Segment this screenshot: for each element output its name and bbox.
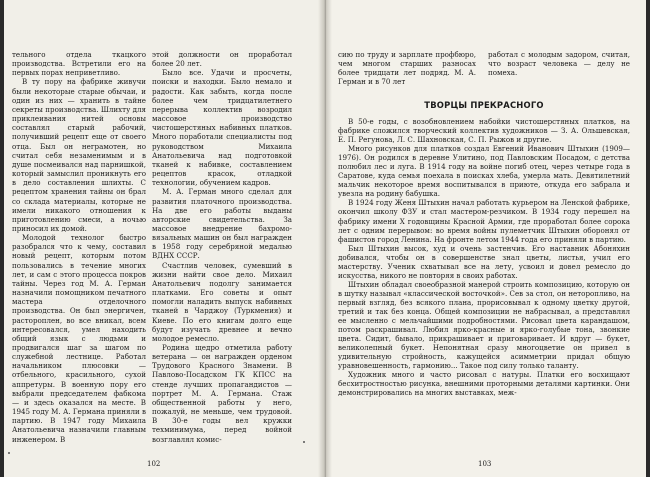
paragraph: тельного отдела ткацкого производства. Встретили его на первых порах неприветливо. <box>12 50 146 78</box>
paragraph: Был Штыхин высок, худ и очень застенчив. Его наставник Абоняхин добивался, чтобы он в совершенстве знал цветы, листья, учил его мастерству. Ученик схватывал все на лету, усвоил и довел ремесло до искусства, никого не повторяя в своих работах. <box>338 243 630 280</box>
paragraph: В 50-е годы, с возобновлением набойки чистошерстяных платков, на фабрике сложился творческий коллектив художников — З. А. Ольшевская, Е. П. Регунова, Л. С. Шахновская, С. П. Рыжов и другие. <box>338 117 630 145</box>
paragraph: Много рисунков для платков создал Евгений Иванович Штыхин (1909—1976). Он родился в деревне Улитино, под Павловским Посадом, с детства полюбил лес и луга. В 1914 году на войне погиб отец, через четыре года в Саратове, куда семья поехала в поисках хлеба, умерла мать. Девятилетний мальчик некоторое время воспитывался в приюте, откуда его забрала и увезла на родину бабушка. <box>338 144 630 199</box>
scan-edge-right <box>646 0 650 477</box>
paragraph: Родина щедро отметила работу ветерана — он награжден орденом Трудового Красного Знамени. В Павлово-Посадском ГК КПСС на стенде лучших пропагандистов — портрет М. А. Германа. Стаж общественной работы у него, пожалуй, не меньше, чем трудовой. В 30-е годы вел кружки техминимума, перед войной возглавлял комис- <box>152 343 292 444</box>
left-page-column-2 <box>152 50 292 456</box>
paragraph: сию по труду и зарплате профбюро, чем многом старших разносах более тридцати лет подряд. М. А. Герман и в 70 лет <box>338 50 476 87</box>
paragraph: этой должности он проработал более 20 лет. <box>152 50 292 69</box>
paragraph: М. А. Герман много сделал для развития платочного производства. На две его работы выданы авторские свидетельства. За массовое внедрение бахромо-вязальных машин он был награжден в 1958 году серебряной медалью ВДНХ СССР. <box>152 187 292 261</box>
book-gutter <box>318 0 332 477</box>
right-page-top-column-1 <box>338 50 476 96</box>
chapter-heading: ТВОРЦЫ ПРЕКРАСНОГО <box>424 100 544 110</box>
scan-edge-left <box>0 0 4 477</box>
paragraph: работал с молодым задором, считая, что возраст человека — делу не помеха. <box>488 50 630 78</box>
paragraph: В ту пору на фабрике живучи были некоторые старые обычаи, и один из них — хранить в тайне секреты производства. Шлихту для приклеивания нитей основы составлял старый рабочий, получивший рецепт еще от своего отца. Был он неграмотен, но считал себя незаменимым и в душе посмеивался над парнишкой, который замыслил проникнуть его в дело составления шлихты. С рецептом хранения тайны он брал со склада материалы, которые не имели никакого отношения к приготовлению смеси, а ночью приносил их домой. <box>12 77 146 233</box>
paragraph: Было все. Удачи и просчеты, поиски и находки. Было немало и радости. Как забыть, когда после более чем тридцатилетнего перерыва коллектив возродил массовое производство чистошерстяных набивных платков. Много поработали специалисты под руководством Михаила Анатольевича над подготовкой тканей к набивке, составлением рецептов красок, отладкой технологии, обучением кадров. <box>152 68 292 188</box>
right-page-top-column-2 <box>488 50 630 96</box>
left-page-column-1 <box>12 50 146 456</box>
right-page-body <box>338 117 630 469</box>
page-number-left: 102 <box>147 460 161 468</box>
paragraph: Художник много и часто рисовал с натуры. Платки его восхищают бесхитростностью рисунка, внешними проторными деталями картинки. Они демонстрировались на многих выставках, меж- <box>338 370 630 398</box>
page-number-right: 103 <box>478 460 492 468</box>
paragraph: Штыхин обладал своеобразной манерой строить композицию, которую он в шутку называл «классической восточкой». Сев за стол, он неторопливо, на первый взгляд, без всякого плана, прорисовывал к одному цветку другой, третий и так без конца. Общей композиции не набрасывал, а представлял ее мысленно с мельчайшими подробностями. Рисовал цвета карандашом, потом раскрашивал. Любил ярко-красные и ярко-голубые тона, звонкие цвета. Сидит, бывало, прикрашивает и приговаривает. И вдруг — букет, великолепный букет. Непонятная сразу многоцветие он привел в удивительную стройность, кажущейся асимметрии придал общую уравновешенность, гармонию... Такое под силу только таланту. <box>338 279 630 371</box>
paragraph: Молодой технолог быстро разобрался что к чему, составил новый рецепт, которым потом пользовались в течение многих лет, и сам с этого процесса покров тайны. Через год М. А. Герман назначили помощником печатного мастера отделочного производства. Он был энергичен, растороплен, во все вникал, всем интересовался, умел находить общий язык с людьми и продвигался шаг за шагом по служебной лестнице. Работал начальником плюсовки — отбельного, красильного, сухой аппретуры. В военную пору его выбрали председателем фабкома — и здесь оказался на месте. В 1945 году М. А. Германа приняли в партию. В 1947 году Михаила Анатольевича назначили главным инженером. В <box>12 233 146 444</box>
paragraph: В 1924 году Женя Штыхин начал работать курьером на Ленской фабрике, окончил школу ФЗУ и стал мастером-резчиком. В 1934 году перешел на фабрику имени Х годовщины Красной Армии, где проработал более сорока лет с одним перерывом: во время войны пулеметчик Штыхин оборонял от фашистов город Ленина. На фронте летом 1944 года его приняли в партию. <box>338 198 630 244</box>
scan-speck <box>8 452 10 454</box>
scan-speck <box>303 441 305 443</box>
paragraph: Счастлив человек, сумевший в жизни найти свое дело. Михаил Анатольевич подолгу занимается платками. Его советы и опыт помогли наладить выпуск набивных тканей в Чарджоу (Туркмения) и Киеве. По его книгам долго еще будут изучать древнее и вечно молодое ремесло. <box>152 260 292 343</box>
